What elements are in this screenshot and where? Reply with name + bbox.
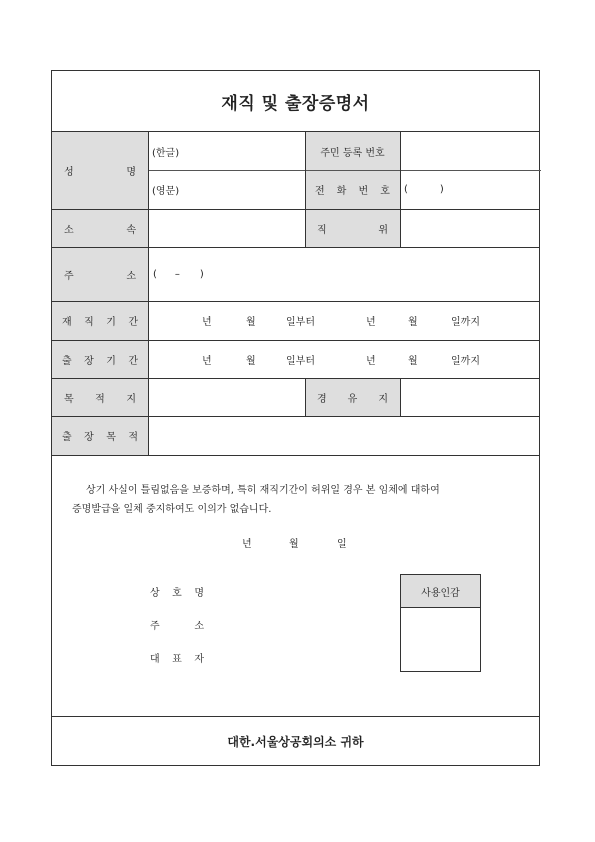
trip-purpose-field[interactable]	[148, 416, 541, 455]
seal-box[interactable]	[400, 574, 481, 672]
statement-line-2: 증명발급을 일체 중지하여도 이의가 없습니다.	[72, 504, 272, 515]
affiliation-label: 소 속	[64, 224, 136, 236]
seal-label: 사용인감	[401, 575, 480, 608]
resident-number-label: 주민 등록 번호	[320, 147, 385, 159]
address-label: 주 소	[64, 270, 136, 282]
via-label: 경 유 지	[317, 393, 388, 405]
via-field[interactable]	[400, 378, 541, 416]
representative-label: 대 표 자	[150, 654, 204, 665]
form-title: 재직 및 출장증명서	[52, 71, 539, 132]
trip-period-field[interactable]: 년 월 일부터 년 월 일까지	[202, 355, 480, 367]
addressee-footer: 대한.서울상공회의소 귀하	[52, 716, 539, 766]
employment-period-label: 재 직 기 간	[62, 317, 138, 328]
company-name-label: 상 호 명	[150, 588, 204, 599]
name-english-field[interactable]: (영문)	[152, 186, 180, 197]
name-korean-field[interactable]: (한글)	[152, 147, 180, 159]
phone-field[interactable]: ( )	[404, 184, 444, 195]
destination-label: 목 적 지	[64, 393, 136, 405]
date-day: 일	[337, 539, 347, 550]
resident-number-field[interactable]	[400, 132, 541, 170]
position-label: 직 위	[317, 224, 388, 236]
phone-label: 전 화 번 호	[315, 186, 390, 197]
date-year: 년	[242, 539, 252, 550]
position-field[interactable]	[400, 209, 541, 247]
address-field[interactable]: ( – )	[153, 268, 204, 280]
name-label: 성 명	[64, 167, 136, 178]
trip-period-label: 출 장 기 간	[62, 355, 138, 367]
destination-field[interactable]	[148, 378, 305, 416]
certificate-form	[51, 70, 540, 766]
affiliation-field[interactable]	[148, 209, 305, 247]
company-address-label: 주 소	[150, 621, 204, 632]
statement-line-1: 상기 사실이 틀림없음을 보증하며, 특히 재직기간이 허위일 경우 본 임체에 대하여	[86, 485, 440, 496]
date-month: 월	[289, 539, 299, 550]
trip-purpose-label: 출 장 목 적	[62, 432, 138, 443]
employment-period-field[interactable]: 년 월 일부터 년 월 일까지	[202, 317, 480, 328]
